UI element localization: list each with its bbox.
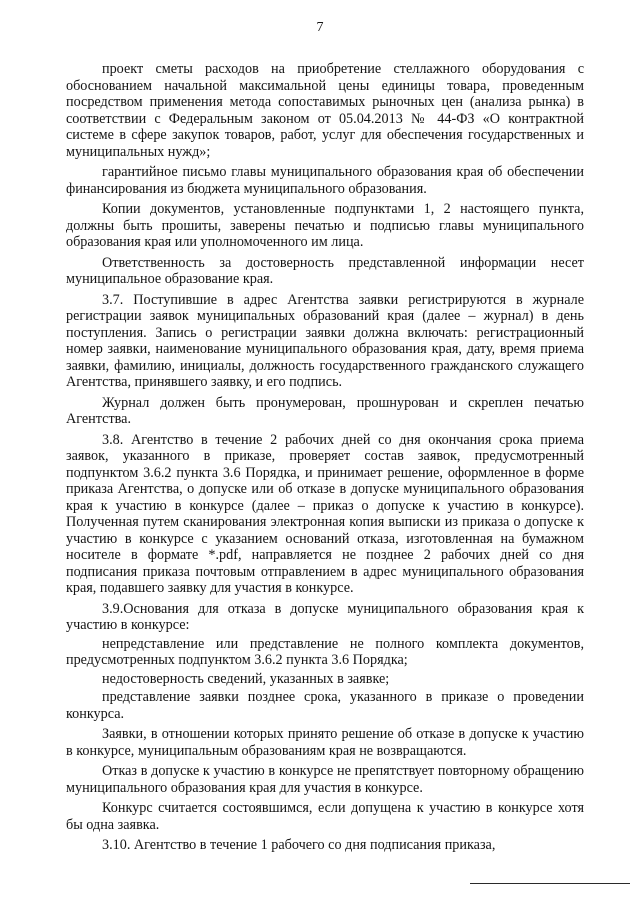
footer-rule — [470, 883, 630, 884]
paragraph-contest-valid: Конкурс считается состоявшимся, если допущена к участию в конкурсе хотя бы одна заявка. — [66, 800, 584, 833]
paragraph-estimate-project: проект сметы расходов на приобретение стеллажного оборудования с обоснованием начальной максимальной цены единицы товара, проведенным посредством применения метода сопоставимых рыночных цен (анализа рынка) в соответствии с Федеральным законом от 05.04.2013 № 44-ФЗ «О контрактной системе в сфере закупок товаров, работ, услуг для обеспечения государственных и муниципальных нужд»; — [66, 61, 584, 160]
paragraph-3-9-grounds: 3.9.Основания для отказа в допуске муниципального образования края к участию в конкурсе: — [66, 600, 584, 633]
paragraph-reapply: Отказ в допуске к участию в конкурсе не препятствует повторному обращению муниципального образования края для участия в конкурсе. — [66, 763, 584, 796]
paragraph-responsibility: Ответственность за достоверность представленной информации несет муниципальное образование края. — [66, 254, 584, 287]
paragraph-not-returned: Заявки, в отношении которых принято решение об отказе в допуске к участию в конкурсе, муниципальным образованиям края не возвращаются. — [66, 726, 584, 759]
paragraph-3-8-review: 3.8. Агентство в течение 2 рабочих дней со дня окончания срока приема заявок, указанного в приказе, проверяет состав заявок, предусмотренный подпунктом 3.6.2 пункта 3.6 Порядка, и принимает решение, оформленное в форме приказа Агентства, о допуске или об отказе в допуске муниципального образования края к участию в конкурсе (далее – приказ о допуске к участию в конкурсе). Полученная путем сканирования электронная копия выписки из приказа о допуске к участию в конкурсе с указанием оснований отказа, изготовленная на бумажном носителе в формате *.pdf, направляется не позднее 2 рабочих дней со дня подписания приказа почтовым отправлением в адрес муниципального образования края, подавшего заявку для участия в конкурсе. — [66, 431, 584, 596]
paragraph-journal: Журнал должен быть пронумерован, прошнурован и скреплен печатью Агентства. — [66, 394, 584, 427]
page-number: 7 — [316, 20, 324, 35]
list-item-incomplete-docs: непредставление или представление не полного комплекта документов, предусмотренных подпунктом 3.6.2 пункта 3.6 Порядка; — [66, 635, 584, 668]
paragraph-guarantee-letter: гарантийное письмо главы муниципального образования края об обеспечении финансирования из бюджета муниципального образования. — [66, 164, 584, 197]
paragraph-document-copies: Копии документов, установленные подпунктами 1, 2 настоящего пункта, должны быть прошиты, заверены печатью и подписью главы муниципального образования края или уполномоченного им лица. — [66, 201, 584, 250]
list-item-false-info: недостоверность сведений, указанных в заявке; — [102, 670, 390, 687]
list-item-late-submission: представление заявки позднее срока, указанного в приказе о проведении конкурса. — [66, 689, 584, 722]
document-body — [66, 61, 584, 858]
paragraph-3-7-registration: 3.7. Поступившие в адрес Агентства заявки регистрируются в журнале регистрации заявок муниципальных образований края (далее – журнал) в день поступления. Запись о регистрации заявки должна включать: регистрационный номер заявки, наименование муниципального образования края, дату, время приема заявки, фамилию, инициалы, должность государственного гражданского служащего Агентства, принявшего заявку, и его подпись. — [66, 291, 584, 390]
paragraph-3-10: 3.10. Агентство в течение 1 рабочего со дня подписания приказа, — [102, 837, 496, 853]
